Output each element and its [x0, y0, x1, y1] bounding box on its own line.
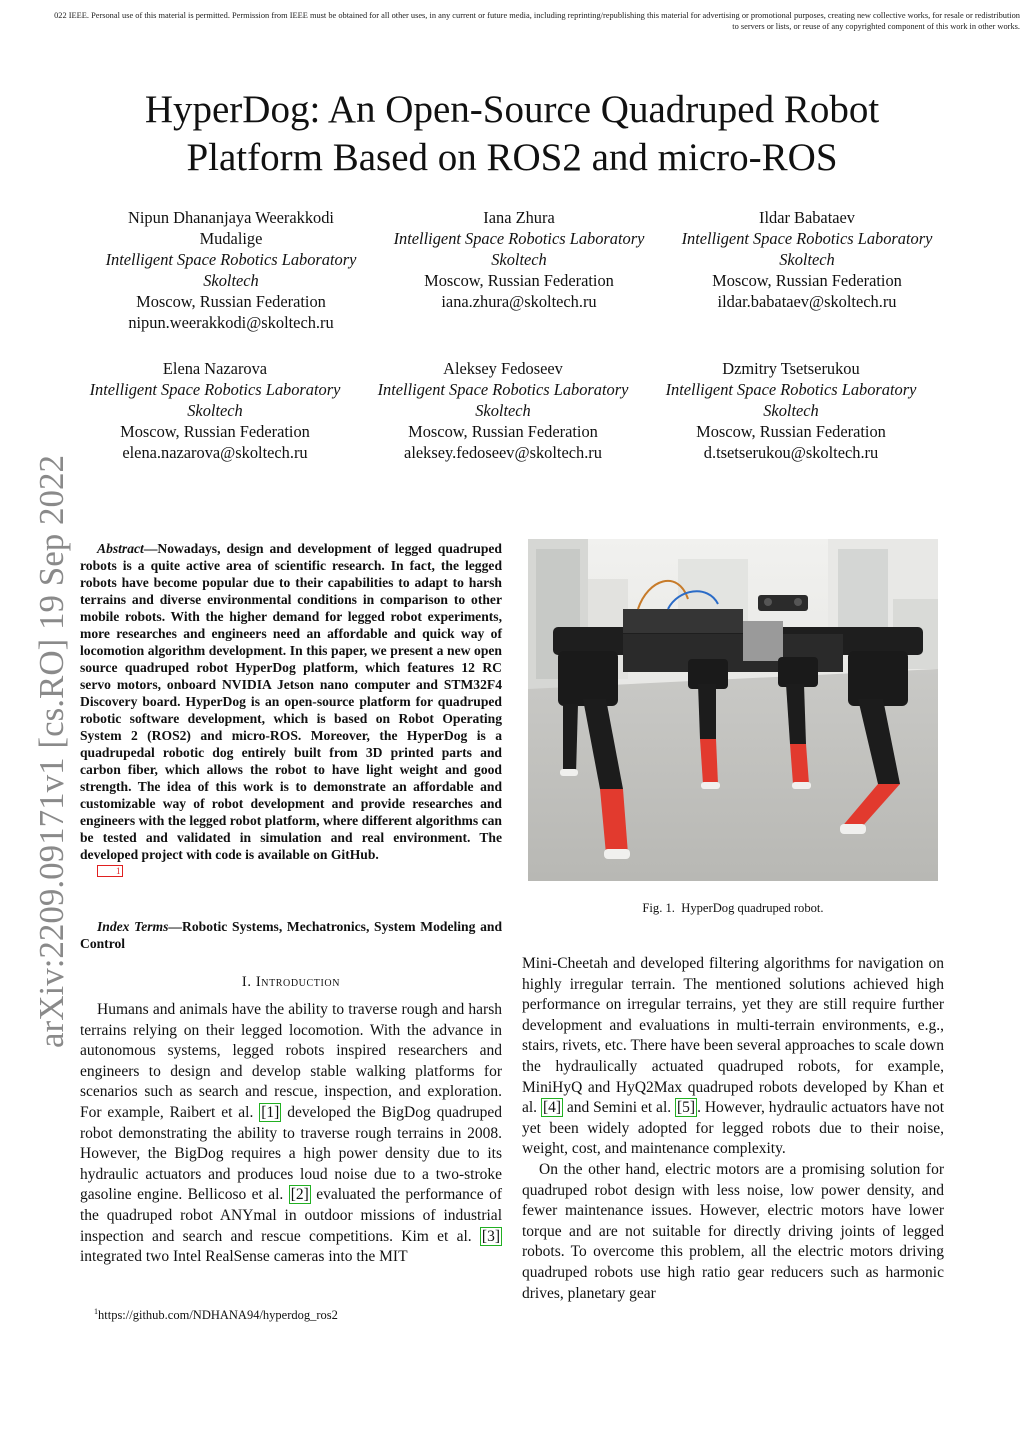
- author-institution: Skoltech: [187, 401, 243, 420]
- figure-caption: [528, 901, 938, 916]
- author-affiliation: Intelligent Space Robotics Laboratory: [105, 250, 357, 269]
- author-location: Moscow, Russian Federation: [136, 292, 326, 311]
- author-email: d.tsetserukou@skoltech.ru: [703, 443, 879, 462]
- intro-paragraph-2: On the other hand, electric motors are a promising solution for quadruped robot design with less noise, low power density, and fewer maintenance issues. However, electric motors have lower torque and are not suitable for directly driving joints of legged robots. To overcome this problem, all the electric motors driving quadruped robots use high ratio gear reducers such as harmonic drives, planetary gear: [522, 1160, 944, 1302]
- author-institution: Skoltech: [763, 401, 819, 420]
- author-name: Aleksey Fedoseev: [443, 359, 563, 378]
- author-institution: Skoltech: [779, 250, 835, 269]
- author-location: Moscow, Russian Federation: [712, 271, 902, 290]
- author-email: ildar.babataev@skoltech.ru: [717, 292, 897, 311]
- copyright-line-2: to servers or lists, or reuse of any copyrighted component of this work in other works.: [732, 21, 1020, 31]
- author-institution: Skoltech: [475, 401, 531, 420]
- author-email: nipun.weerakkodi@skoltech.ru: [128, 313, 334, 332]
- intro-left-column: [80, 1000, 502, 1268]
- figure-label: Fig. 1.: [642, 901, 675, 915]
- text-run: developed the BigDog quadruped robot demonstrating the ability to traverse rough terrains in 2008. However, the BigDog requires a high power density due to its hydraulic actuators and produces loud noise due to a two-stroke gasoline engine. Bellicoso et al.: [80, 1103, 503, 1204]
- title-line-2: Platform Based on ROS2 and micro-ROS: [186, 136, 838, 179]
- author-block-6: [640, 358, 942, 463]
- citation-link[interactable]: [3]: [481, 1227, 500, 1245]
- paper-title: [60, 86, 964, 182]
- text-run: . However, hydraulic actuators have not yet been widely adopted for legged robots due to their noise, weight, cost, and maintenance complexity.: [522, 1099, 945, 1158]
- footnote-url[interactable]: https://github.com/NDHANA94/hyperdog_ros2: [98, 1308, 338, 1323]
- author-location: Moscow, Russian Federation: [120, 422, 310, 441]
- author-email: elena.nazarova@skoltech.ru: [122, 443, 308, 462]
- author-location: Moscow, Russian Federation: [408, 422, 598, 441]
- author-affiliation: Intelligent Space Robotics Laboratory: [665, 380, 917, 399]
- author-affiliation: Intelligent Space Robotics Laboratory: [393, 229, 645, 248]
- author-email: aleksey.fedoseev@skoltech.ru: [404, 443, 602, 462]
- author-block-4: [64, 358, 366, 463]
- text-run: Mini-Cheetah and developed filtering algorithms for navigation on highly irregular terrain. The mentioned solutions achieved high performance on irregular terrains, yet they are still require further development and evaluations in multi-terrain environments, e.g., stairs, rivets, etc. There have been several approaches to scale down the hydraulically actuated quadruped robots, for example, MiniHyQ and HyQ2Max quadruped robots developed by Khan et al.: [522, 955, 944, 1117]
- author-institution: Skoltech: [491, 250, 547, 269]
- text-run: evaluated the performance of the quadruped robot ANYmal in outdoor missions of industrial inspection and search and rescue competitions. Kim et al.: [80, 1186, 502, 1245]
- citation-link[interactable]: [2]: [290, 1186, 309, 1204]
- footnote-link[interactable]: 1: [97, 865, 123, 877]
- text-run: and Semini et al.: [563, 1099, 676, 1117]
- text-run: Humans and animals have the ability to traverse rough and harsh terrains relying on their legged locomotion. With the advance in autonomous systems, legged robots inspired researchers and engineers to design and develop stable walking platforms for scenarios such as search and rescue, inspection, and exploration. For example, Raibert et al.: [80, 1001, 502, 1121]
- title-line-1: HyperDog: An Open-Source Quadruped Robot: [144, 88, 880, 131]
- robot-photo: [528, 539, 938, 881]
- copyright-notice: [0, 11, 1020, 32]
- citation-link[interactable]: [4]: [542, 1099, 562, 1117]
- index-terms-label: Index Terms: [97, 919, 169, 934]
- intro-paragraph-1: [80, 1000, 502, 1268]
- footnote: [94, 1304, 338, 1323]
- section-title: Introduction: [255, 974, 341, 990]
- citation-link[interactable]: [1]: [261, 1103, 280, 1121]
- robot-photo-image: [528, 539, 938, 881]
- author-affiliation: Intelligent Space Robotics Laboratory: [89, 380, 341, 399]
- author-name-cont: Mudalige: [199, 229, 263, 248]
- index-terms-text: —Robotic Systems, Mechatronics, System Modeling and Control: [80, 919, 502, 951]
- author-name: Iana Zhura: [483, 208, 555, 227]
- author-block-1: [80, 207, 382, 333]
- author-name: Dzmitry Tsetserukou: [722, 359, 860, 378]
- author-affiliation: Intelligent Space Robotics Laboratory: [681, 229, 933, 248]
- copyright-line-1: 022 IEEE. Personal use of this material is permitted. Permission from IEEE must be obtained for all other uses, in any current or future media, including reprinting/republishing this material for advertising or promotional purposes, creating new collective works, for resale or redistribution: [54, 11, 1020, 20]
- intro-right-column: [522, 954, 944, 1304]
- author-name: Ildar Babataev: [758, 208, 855, 227]
- author-institution: Skoltech: [203, 271, 259, 290]
- author-location: Moscow, Russian Federation: [424, 271, 614, 290]
- author-block-3: [656, 207, 958, 312]
- section-number: I.: [241, 974, 252, 990]
- author-block-2: [368, 207, 670, 312]
- intro-paragraph-continued: [522, 954, 944, 1160]
- author-block-5: [352, 358, 654, 463]
- index-terms: [80, 918, 502, 952]
- abstract: [80, 540, 502, 880]
- abstract-text: —Nowadays, design and development of legged quadruped robots is a quite active area of scientific research. In fact, the legged robots have become popular due to their capabilities to adapt to harsh terrains and diverse environmental conditions in comparison to other mobile robots. With the higher demand for legged robot experiments, more researches and engineers need an affordable and quick way of locomotion algorithm development. In this paper, we present a new open source quadruped robot HyperDog platform, which features 12 RC servo motors, onboard NVIDIA Jetson nano computer and STM32F4 Discovery board. HyperDog is an open-source platform for quadruped robotic software development, which is based on Robot Operating System 2 (ROS2) and micro-ROS. Moreover, the HyperDog is a quadrupedal robotic dog entirely built from 3D printed parts and carbon fiber, which allows the robot to have light weight and good strength. The idea of this work is to demonstrate an affordable and customizable way of robot development and provide researches and engineers with the legged robot platform, where different algorithms can be tested and validated in simulation and real environment. The developed project with code is available on GitHub.: [80, 541, 502, 862]
- author-affiliation: Intelligent Space Robotics Laboratory: [377, 380, 629, 399]
- author-name: Elena Nazarova: [162, 359, 268, 378]
- text-run: integrated two Intel RealSense cameras into the MIT: [80, 1248, 408, 1266]
- section-heading: [80, 974, 502, 991]
- author-location: Moscow, Russian Federation: [696, 422, 886, 441]
- author-email: iana.zhura@skoltech.ru: [441, 292, 597, 311]
- footnote-mark: 1: [94, 1307, 98, 1316]
- citation-link[interactable]: [5]: [677, 1099, 696, 1117]
- abstract-label: Abstract: [97, 541, 144, 556]
- figure-caption-text: HyperDog quadruped robot.: [681, 901, 824, 915]
- author-name: Nipun Dhananjaya Weerakkodi: [128, 208, 334, 227]
- arxiv-stamp: arXiv:2209.09171v1 [cs.RO] 19 Sep 2022: [32, 454, 71, 1048]
